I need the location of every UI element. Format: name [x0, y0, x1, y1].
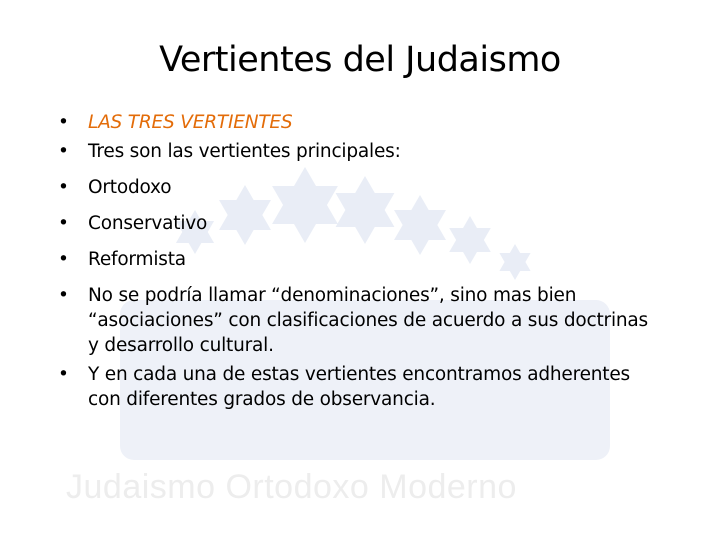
list-item	[56, 211, 656, 236]
list-item	[56, 175, 656, 200]
list-item-text: Y en cada una de estas vertientes encontramos adherentes con diferentes grados de observancia.	[88, 364, 630, 410]
bullet-marker: •	[58, 177, 69, 198]
list-item-text: No se podría llamar “denominaciones”, sino mas bien “asociaciones” con clasificaciones de acuerdo a sus doctrinas y desarrollo cultural.	[88, 285, 648, 356]
bullet-marker: •	[58, 364, 69, 385]
bullet-marker: •	[58, 213, 69, 234]
list-item-text: LAS TRES VERTIENTES	[88, 112, 293, 133]
list-item	[56, 362, 656, 412]
bullet-marker: •	[58, 141, 69, 162]
bullet-marker: •	[58, 249, 69, 270]
watermark-caption: Judaismo Ortodoxo Moderno	[66, 468, 517, 506]
slide-title: Vertientes del Judaismo	[159, 40, 561, 80]
list-item	[56, 247, 656, 272]
list-item-text: Ortodoxo	[88, 177, 172, 198]
bullet-marker: •	[58, 112, 69, 133]
list-item	[56, 110, 656, 135]
bullet-marker: •	[58, 285, 69, 306]
list-item-text: Tres son las vertientes principales:	[88, 141, 401, 162]
list-item	[56, 283, 656, 358]
list-item-text: Conservativo	[88, 213, 208, 234]
bullet-list	[56, 110, 656, 423]
list-item	[56, 139, 656, 164]
list-item-text: Reformista	[88, 249, 186, 270]
